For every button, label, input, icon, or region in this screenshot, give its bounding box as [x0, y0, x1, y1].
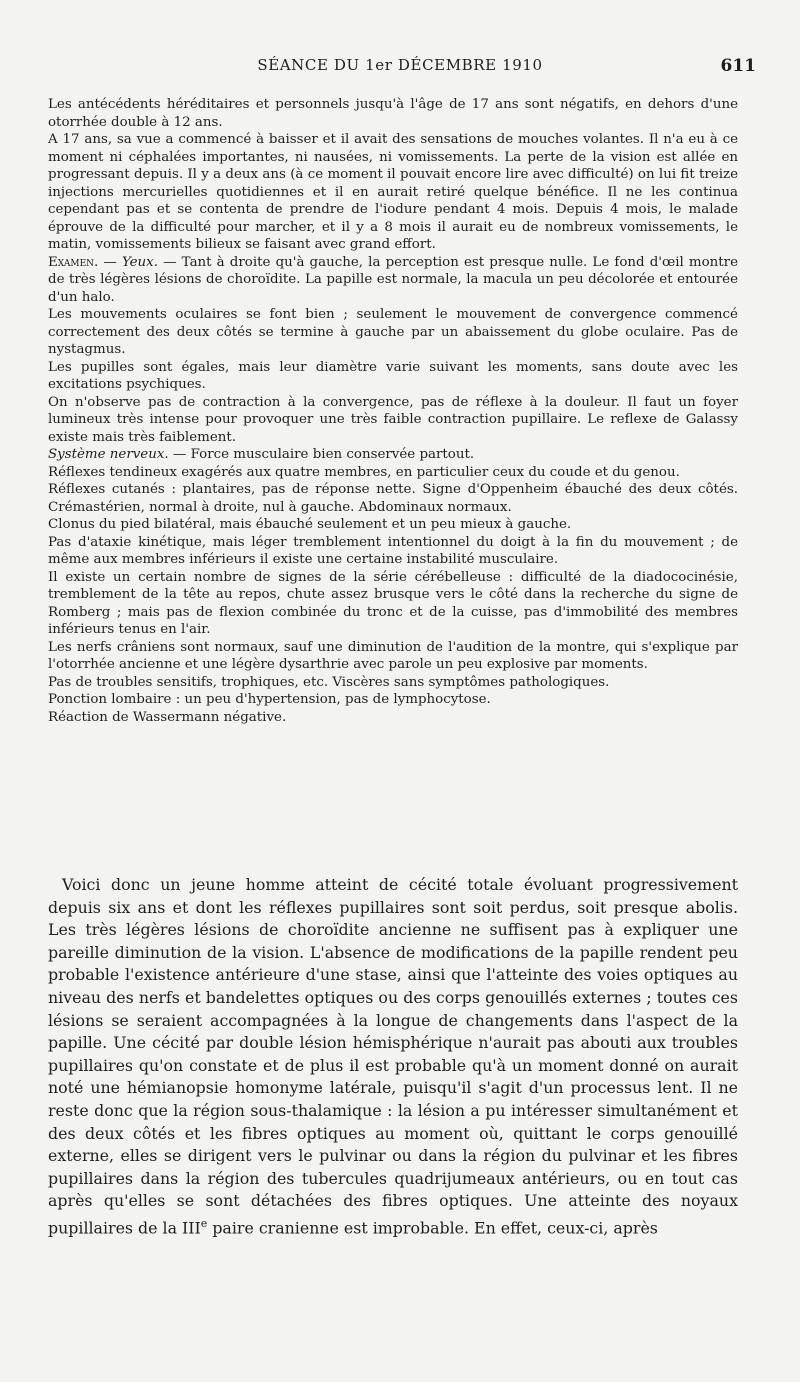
paragraph-examen-text: Tant à droite qu'à gauche, la perception est presque nulle. Le fond d'œil montre de très légères lésions de choroïdite. La papille est normale, la macula un peu décolorée et entourée d'un halo.: [48, 254, 739, 305]
paragraph-systeme-nerveux-text: Force musculaire bien conservée partout.: [190, 447, 475, 462]
section-label-systeme-nerveux: Système nerveux.: [48, 447, 169, 462]
section-label-examen: Examen.: [48, 254, 99, 270]
paragraph-systeme-nerveux: Système nerveux. — Force musculaire bien conservée partout.: [48, 447, 475, 462]
paragraph-clonus: Clonus du pied bilatéral, mais ébauché seulement et un peu mieux à gauche.: [48, 517, 572, 532]
section-label-yeux: Yeux.: [121, 254, 158, 270]
paragraph-cerebellar-signs: Il existe un certain nombre de signes de la série cérébelleuse : difficulté de la diadococinésie, tremblement de la tête au repos, chute assez brusque vers le côté dans la recherche du signe de Romberg ; mais pas de flexion combinée du tronc et de la cuisse, pas d'immobilité des membres inférieurs tenus en l'air.: [48, 569, 738, 637]
paragraph-antecedents: Les antécédents héréditaires et personnels jusqu'à l'âge de 17 ans sont négatifs, en dehors d'une otorrhée double à 12 ans.: [48, 97, 738, 130]
paragraph-cutaneous-reflexes: Réflexes cutanés : plantaires, pas de réponse nette. Signe d'Oppenheim ébauché des deux côtés. Crémastérien, normal à droite, nul à gauche. Abdominaux normaux.: [48, 482, 738, 515]
commentary-text-end: paire cranienne est improbable. En effet, ceux-ci, après: [207, 1218, 658, 1238]
paragraph-history: A 17 ans, sa vue a commencé à baisser et il avait des sensations de mouches volantes. Il n'a eu à ce moment ni céphalées importantes, ni nausées, ni vomissements. La perte de la vision est allée en progressant depuis. Il y a deux ans (à ce moment il pouvait encore lire avec difficulté) on lui fit treize injections mercurielles quotidiennes et il en aurait retiré quelque bénéfice. Il ne les continua cependant pas et se contenta de prendre de l'iodure pendant 4 mois. Depuis 4 mois, le malade éprouve de la difficulté pour marcher, et il y a 8 mois il aurait eu de nombreux vomissements, le matin, vomissements bilieux se faisant avec grand effort.: [48, 132, 738, 252]
running-title: SÉANCE DU 1er DÉCEMBRE 1910: [257, 56, 543, 74]
paragraph-tendon-reflexes: Réflexes tendineux exagérés aux quatre membres, en particulier ceux du coude et du genou.: [48, 464, 680, 480]
paragraph-sensory: Pas de troubles sensitifs, trophiques, etc. Viscères sans symptômes pathologiques.: [48, 674, 610, 690]
paragraph-pupils: Les pupilles sont égales, mais leur diamètre varie suivant les moments, sans doute avec les excitations psychiques.: [48, 359, 738, 392]
case-observation: [48, 96, 738, 726]
paragraph-ataxia: Pas d'ataxie kinétique, mais léger tremblement intentionnel du doigt à la fin du mouvement ; de même aux membres inférieurs il existe une certaine instabilité musculaire.: [48, 534, 738, 567]
paragraph-lumbar-puncture: Ponction lombaire : un peu d'hypertension, pas de lymphocytose.: [48, 692, 491, 707]
paragraph-commentary: [48, 874, 738, 1240]
paragraph-reflexes-light: On n'observe pas de contraction à la convergence, pas de réflexe à la douleur. Il faut un foyer lumineux très intense pour provoquer une très faible contraction pupillaire. Le reflexe de Galassy existe mais très faiblement.: [48, 394, 738, 445]
paragraph-cranial-nerves: Les nerfs crâniens sont normaux, sauf une diminution de l'audition de la montre, qui s'explique par l'otorrhée ancienne et une légère dysarthrie avec parole un peu explosive par moments.: [48, 639, 738, 672]
paragraph-eye-movements: Les mouvements oculaires se font bien ; seulement le mouvement de convergence commencé correctement des deux côtés se termine à gauche par un abaissement du globe oculaire. Pas de nystagmus.: [48, 307, 738, 357]
commentary-section: [48, 874, 738, 1240]
commentary-text: Voici donc un jeune homme atteint de cécité totale évoluant progressivement depuis six ans et dont les réflexes pupillaires sont soit perdus, soit presque abolis. Les très légères lésions de choroïdite ancienne ne suffisent pas à expliquer une pareille diminution de la vision. L'absence de modifications de la papille rendent peu probable l'existence antérieure d'une stase, ainsi que l'atteinte des voies optiques au niveau des nerfs et bandelettes optiques ou des corps genouillés externes ; toutes ces lésions se seraient accompagnées à la longue de changements dans l'aspect de la papille. Une cécité par double lésion hémisphérique n'aurait pas abouti aux troubles pupillaires qu'on constate et de plus il est probable qu'à un moment donné on aurait noté une hémianopsie homonyme latérale, puisqu'il s'agit d'un processus lent. Il ne reste donc que la région sous-thalamique : la lésion a pu intéresser simultanément et des deux côtés et les fibres optiques au moment où, quittant le corps genouillé externe, elles se dirigent vers le pulvinar ou dans la région du pulvinar et les fibres pupillaires dans la région des tubercules quadrijumeaux antérieurs, ou en tout cas après qu'elles se sont détachées des fibres optiques. Une atteinte des noyaux pupillaires de la III: [48, 875, 738, 1238]
paragraph-examen: Examen. — Yeux. — Tant à droite qu'à gauche, la perception est presque nulle. Le fond d'œil montre de très légères lésions de choroïdite. La papille est normale, la macula un peu décolorée et entourée d'un halo.: [48, 254, 739, 305]
superscript-e: e: [200, 1216, 208, 1230]
paragraph-wassermann: Réaction de Wassermann négative.: [48, 709, 287, 725]
running-header: [0, 56, 800, 80]
page-number: 611: [720, 56, 756, 76]
